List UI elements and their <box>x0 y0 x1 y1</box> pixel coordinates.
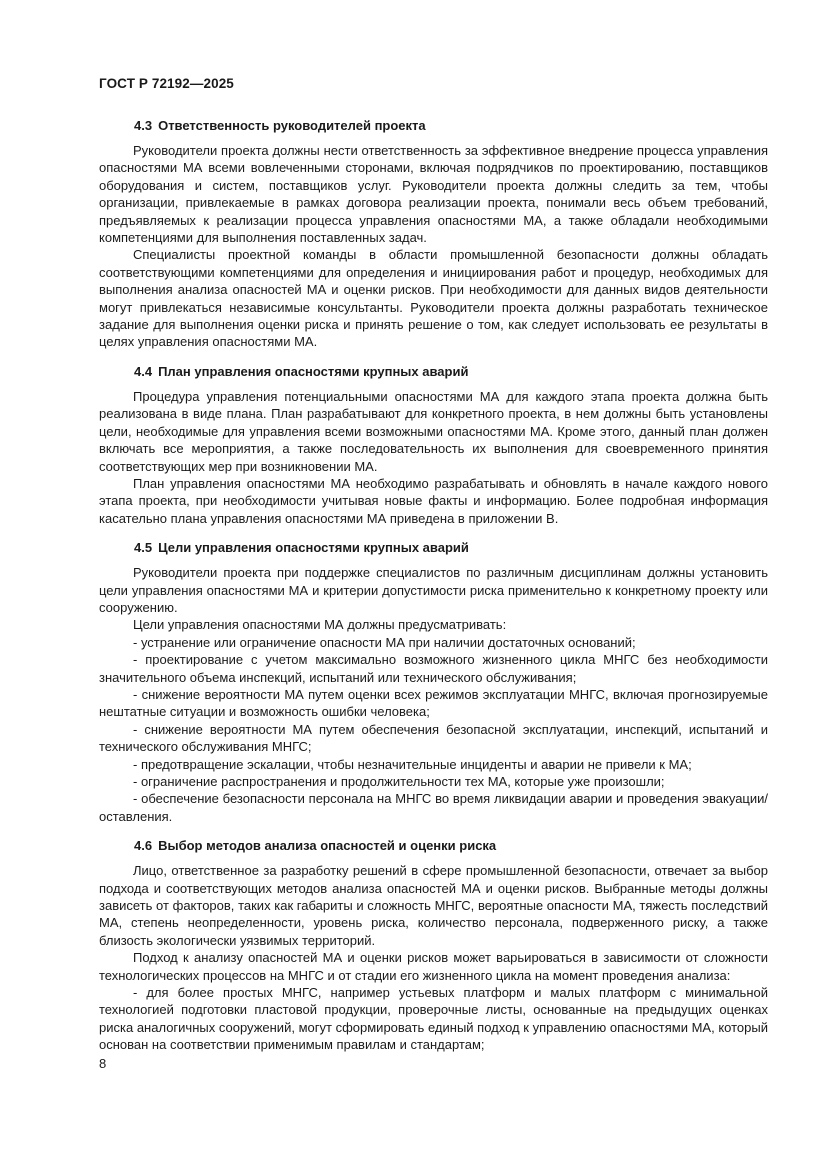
list-item: - устранение или ограничение опасности МА при наличии достаточных оснований; <box>133 634 636 650</box>
section-title: Ответственность руководителей проекта <box>158 118 426 133</box>
page-number: 8 <box>99 1056 107 1071</box>
paragraph: Руководители проекта должны нести ответственность за эффективное внедрение процесса управления опасностями МА всеми вовлеченными сторонами, включая подрядчиков по проектированию, поставщиков оборудования и систем, поставщиков услуг. Руководители проекта должны следить за тем, чтобы организации, привлекаемые в рамках договора реализации проекта, понимали весь объем требований, предъявляемых к реализации процесса управления опасностями МА, а также обладали необходимыми компетенциями для выполнения поставленных задач. <box>99 143 768 246</box>
list-item: - обеспечение безопасности персонала на МНГС во время ликвидации аварии и проведения эвакуации/оставления. <box>99 791 768 824</box>
section-heading <box>99 117 768 135</box>
section-number: 4.4 <box>134 363 153 379</box>
section-heading <box>99 837 768 855</box>
list-item: - для более простых МНГС, например устьевых платформ и малых платформ с минимальной технологией подготовки пластовой продукции, проверочные листы, основанные на предыдущих оценках риска аналогичных сооружений, могут сформировать единый подход к управлению опасностями МА, который основан на соответствии применимым правилам и стандартам; <box>99 985 768 1053</box>
section-heading <box>99 363 768 381</box>
paragraph: Процедура управления потенциальными опасностями МА для каждого этапа проекта должна быть реализована в виде плана. План разрабатывают для конкретного проекта, в нем должны быть установлены цели, необходимые для управления всеми возможными опасностями МА. Кроме этого, данный план должен включать все мероприятия, а также последовательность их выполнения для своевременного принятия соответствующих мер при возникновении МА. <box>99 388 768 474</box>
document-page <box>99 76 768 1060</box>
section-title: Цели управления опасностями крупных аварий <box>158 540 469 556</box>
list-item: - снижение вероятности МА путем обеспечения безопасной эксплуатации, инспекций, испытаний и технического обслуживания МНГС; <box>99 721 768 755</box>
section-title: Выбор методов анализа опасностей и оценки риска <box>158 838 497 854</box>
section-4-3 <box>99 117 768 351</box>
paragraph: Лицо, ответственное за разработку решений в сфере промышленной безопасности, отвечает за выбор подхода и соответствующих методов анализа опасностей МА и оценки рисков. Выбранные методы должны зависеть от факторов, таких как габариты и сложность МНГС, вероятные опасности МА, тяжесть последствий МА, степень неопределенности, уровень риска, количество персонала, подверженного риску, а также близость экологически уязвимых территорий. <box>99 863 768 948</box>
list-item: - проектирование с учетом максимально возможного жизненного цикла МНГС без необходимости значительного объема инспекций, испытаний или технического обслуживания; <box>99 652 768 685</box>
section-4-6 <box>99 837 768 1053</box>
list-item: - ограничение распространения и продолжительности тех МА, которые уже произошли; <box>133 774 665 789</box>
paragraph: План управления опасностями МА необходимо разрабатывать и обновлять в начале каждого нового этапа проекта, при необходимости учитывая новые факты и информацию. Более подробная информация касательно плана управления опасностями МА приведена в приложении В. <box>99 475 768 526</box>
section-heading <box>99 539 768 557</box>
paragraph: Подход к анализу опасностей МА и оценки рисков может варьироваться в зависимости от сложности технологических процессов на МНГС и от стадии его жизненного цикла на момент проведения анализа: <box>99 950 768 983</box>
section-4-4 <box>99 363 768 527</box>
section-number: 4.6 <box>134 838 153 854</box>
document-header: ГОСТ Р 72192—2025 <box>99 76 234 91</box>
paragraph: Руководители проекта при поддержке специалистов по различным дисциплинам должны установить цели управления опасностями МА и критерии допустимости риска применительно к конкретному проекту или сооружению. <box>99 565 768 615</box>
section-number: 4.3 <box>134 118 153 133</box>
section-number: 4.5 <box>134 540 153 556</box>
paragraph: Специалисты проектной команды в области промышленной безопасности должны обладать соответствующими компетенциями для определения и инициирования работ и процедур, необходимых для выполнения анализа опасностей МА и оценки рисков. При необходимости для данных видов деятельности могут привлекаться независимые консультанты. Руководители проекта должны разработать техническое задание для выполнения оценки риска и принять решение о том, как следует использовать ее результаты в целях управления опасностями МА. <box>99 247 768 350</box>
list-item: - снижение вероятности МА путем оценки всех режимов эксплуатации МНГС, включая прогнозируемые нештатные ситуации и возможность ошибки человека; <box>99 686 768 720</box>
list-item: - предотвращение эскалации, чтобы незначительные инциденты и аварии не привели к МА; <box>133 756 692 772</box>
section-4-5 <box>99 539 768 825</box>
paragraph: Цели управления опасностями МА должны предусматривать: <box>133 617 507 633</box>
section-title: План управления опасностями крупных аварий <box>158 363 469 379</box>
